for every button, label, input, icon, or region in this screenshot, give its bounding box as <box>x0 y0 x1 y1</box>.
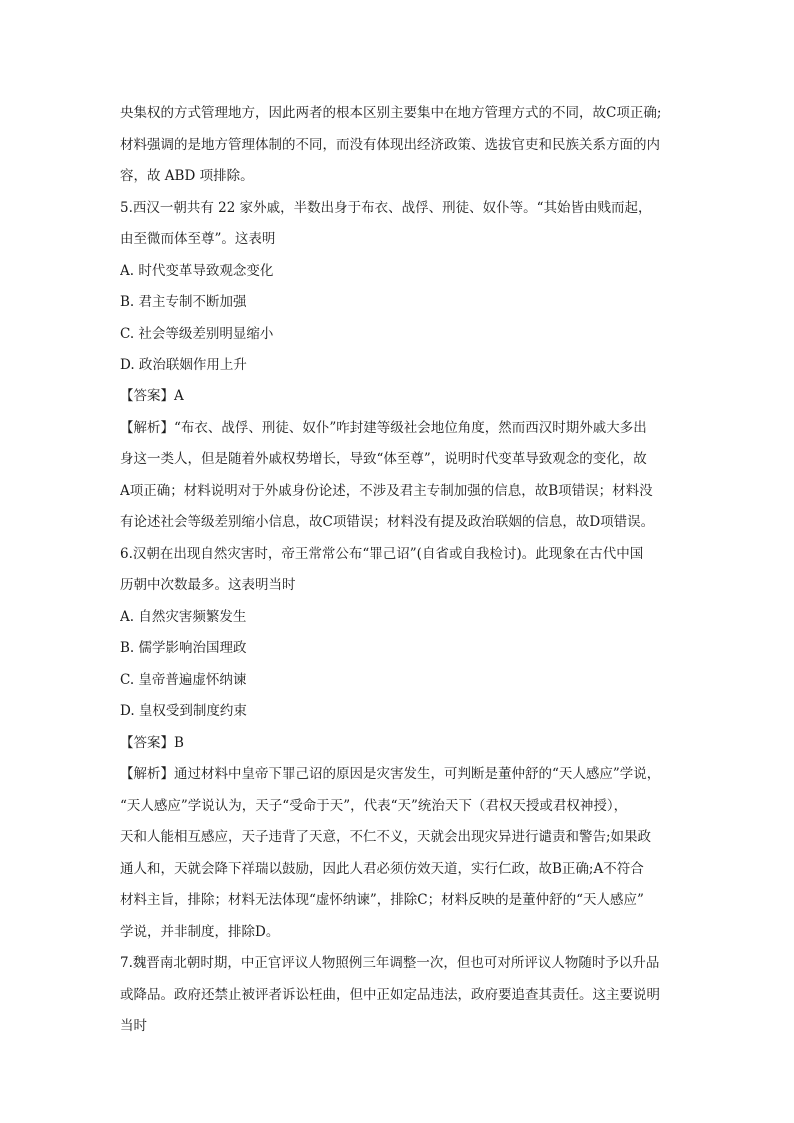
question-5-stem: 由至微而体至尊”。这表明 <box>120 231 276 247</box>
question-7-stem: 当时 <box>120 1018 147 1034</box>
question-5-option-c: C. 社会等级差别明显缩小 <box>120 326 274 342</box>
question-5-option-b: B. 君主专制不断加强 <box>120 294 247 310</box>
question-5-analysis: 身这一类人，但是随着外戚权势增长，导致“体至尊”，说明时代变革导致观念的变化，故 <box>120 451 647 467</box>
question-6-option-c: C. 皇帝普遍虚怀纳谏 <box>120 672 247 688</box>
question-6-option-b: B. 儒学影响治国理政 <box>120 640 247 656</box>
question-6-analysis: 天和人能相互感应，天子违背了天意，不仁不义，天就会出现灾异进行谴责和警告;如果政 <box>120 829 652 845</box>
text-line: 材料强调的是地方管理体制的不同，而没有体现出经济政策、选拔官吏和民族关系方面的内 <box>120 137 660 153</box>
question-5-answer: 【答案】A <box>120 388 184 404</box>
question-5-analysis: A项正确；材料说明对于外戚身份论述，不涉及君主专制加强的信息，故B项错误；材料没 <box>120 483 653 499</box>
question-6-analysis: 材料主旨，排除；材料无法体现“虚怀纳谏”，排除C；材料反映的是董仲舒的“天人感应” <box>120 892 644 908</box>
question-7-stem: 7.魏晋南北朝时期，中正官评议人物照例三年调整一次，但也可对所评议人物随时予以升品 <box>120 955 660 971</box>
question-6-analysis: 学说，并非制度，排除D。 <box>120 924 280 940</box>
question-6-answer: 【答案】B <box>120 735 184 751</box>
question-6-stem: 6.汉朝在出现自然灾害时，帝王常常公布“罪己诏”(自省或自我检讨)。此现象在古代中国 <box>120 546 644 562</box>
text-line: 容，故 ABD 项排除。 <box>120 168 254 184</box>
question-6-analysis: 【解析】通过材料中皇帝下罪己诏的原因是灾害发生，可判断是董仲舒的“天人感应”学说， <box>120 766 661 782</box>
question-6-analysis: 通人和，天就会降下祥瑞以鼓励，因此人君必须仿效天道，实行仁政，故B正确;A不符合 <box>120 861 644 877</box>
question-5-analysis: 有论述社会等级差别缩小信息，故C项错误；材料没有提及政治联姻的信息，故D项错误。 <box>120 514 655 530</box>
question-6-analysis: “天人感应”学说认为，天子“受命于天”，代表“天”统治天下（君权天授或君权神授）， <box>120 798 628 814</box>
question-5-option-d: D. 政治联姻作用上升 <box>120 357 247 373</box>
question-6-option-d: D. 皇权受到制度约束 <box>120 703 247 719</box>
question-5-stem: 5.西汉一朝共有 22 家外戚，半数出身于布衣、战俘、刑徒、奴仆等。“其始皆由贱而起， <box>120 200 652 216</box>
question-6-stem: 历朝中次数最多。这表明当时 <box>120 577 296 593</box>
question-7-stem: 或降品。政府还禁止被评者诉讼枉曲，但中正如定品违法，政府要追查其责任。这主要说明 <box>120 987 660 1003</box>
question-5-analysis: 【解析】“布衣、战俘、刑徒、奴仆”咋封建等级社会地位角度，然而西汉时期外戚大多出 <box>120 420 647 436</box>
question-6-option-a: A. 自然灾害频繁发生 <box>120 609 247 625</box>
text-line: 央集权的方式管理地方，因此两者的根本区别主要集中在地方管理方式的不同，故C项正确; <box>120 105 662 121</box>
question-5-option-a: A. 时代变革导致观念变化 <box>120 263 274 279</box>
